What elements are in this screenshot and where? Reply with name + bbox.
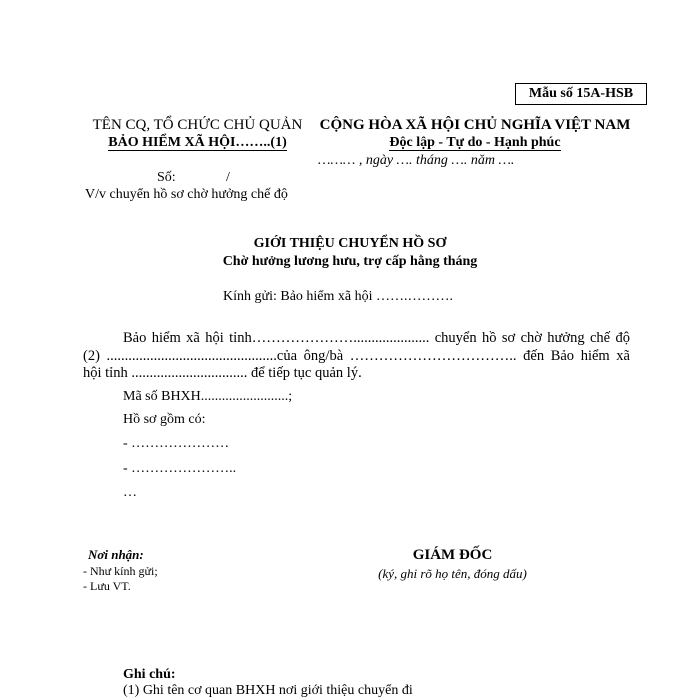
- doc-number-separator: /: [226, 170, 230, 185]
- subject-line: V/v chuyển hồ sơ chờ hưởng chế độ: [85, 187, 288, 202]
- date-line: ……… , ngày …. tháng …. năm ….: [318, 153, 515, 168]
- body-line-1: Bảo hiểm xã hội tỉnh…………………..................... chuyển hồ sơ chờ hưởng chế độ: [123, 330, 630, 346]
- signature-note: (ký, ghi rõ họ tên, đóng dấu): [378, 566, 527, 581]
- org-name: BẢO HIỂM XÃ HỘI……..(1): [108, 135, 287, 150]
- motto: Độc lập - Tự do - Hạnh phúc: [389, 135, 561, 150]
- recipients-item-1: - Như kính gửi;: [83, 564, 158, 578]
- signature-title: GIÁM ĐỐC: [412, 547, 493, 563]
- form-code-box: Mẫu số 15A-HSB: [515, 83, 647, 105]
- motto-wrap: [310, 135, 640, 151]
- body-line-2: (2) ...............................................của ông/bà …………………………….. đến Bảo hiểm xã: [83, 347, 630, 364]
- dossier-item-2: - …………………..: [123, 461, 237, 476]
- notes-label: Ghi chú:: [123, 667, 176, 682]
- recipients-item-2: - Lưu VT.: [83, 579, 131, 593]
- org-parent: TÊN CQ, TỔ CHỨC CHỦ QUẢN: [92, 117, 303, 133]
- doc-number-label: Số:: [157, 170, 176, 185]
- dossier-ellipsis: …: [123, 485, 137, 500]
- document-subtitle: Chờ hưởng lương hưu, trợ cấp hằng tháng: [222, 254, 478, 269]
- document-title: GIỚI THIỆU CHUYỂN HỒ SƠ: [253, 236, 447, 251]
- dossier-label: Hồ sơ gồm có:: [123, 412, 206, 427]
- dossier-item-1: - …………………: [123, 436, 230, 451]
- bhxh-code-line: Mã số BHXH.........................;: [123, 389, 293, 404]
- nation-title: CỘNG HÒA XÃ HỘI CHỦ NGHĨA VIỆT NAM: [319, 117, 631, 133]
- notes-item-1: (1) Ghi tên cơ quan BHXH nơi giới thiệu chuyển đi: [123, 683, 413, 698]
- org-name-wrap: [80, 135, 315, 151]
- body-line-3: hội tỉnh ................................ để tiếp tục quản lý.: [83, 365, 362, 381]
- recipient-line: Kính gửi: Bảo hiểm xã hội …….……….: [223, 289, 454, 304]
- recipients-label: Nơi nhận:: [88, 547, 144, 562]
